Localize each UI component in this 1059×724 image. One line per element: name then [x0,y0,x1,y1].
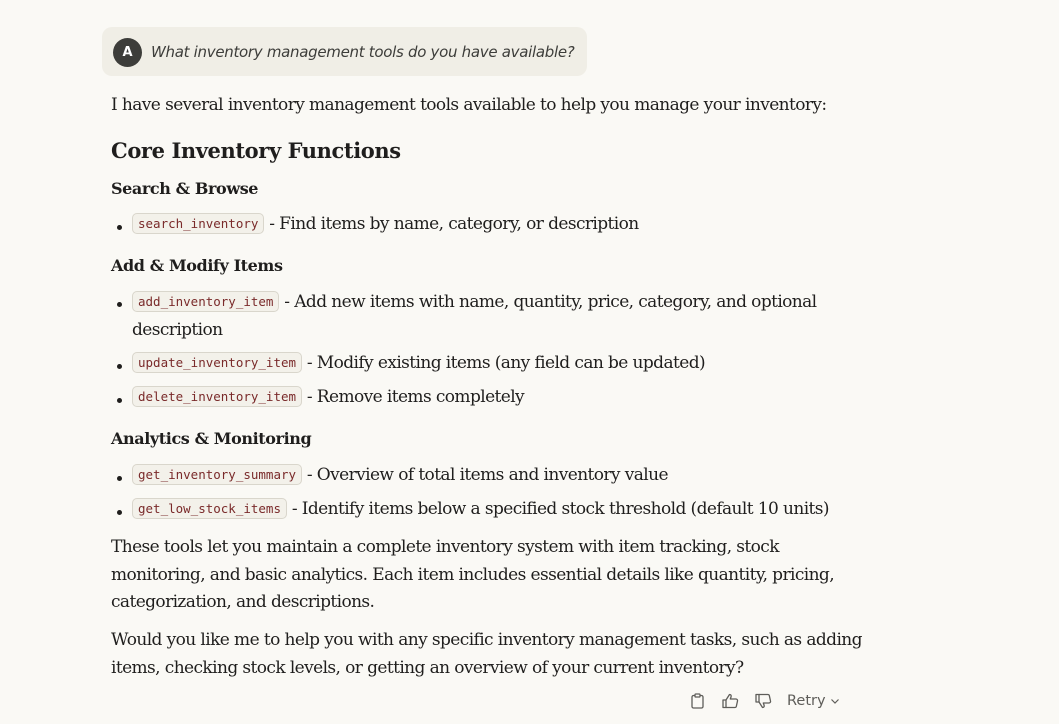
code-get-low-stock-items: get_low_stock_items [132,498,287,519]
thumbs-down-button[interactable] [752,690,774,712]
item-description: - Find items by name, category, or description [269,214,639,234]
code-update-inventory-item: update_inventory_item [132,352,302,373]
item-description: - Modify existing items (any field can be updated) [306,353,706,373]
code-add-inventory-item: add_inventory_item [132,291,279,312]
bullet [117,476,122,481]
bullet [117,225,122,230]
thumbs-up-icon [722,693,739,709]
user-message-text: What inventory management tools do you have available? [151,43,575,61]
section-title-analytics: Analytics & Monitoring [111,429,312,448]
thumbs-up-button[interactable] [719,690,741,712]
intro-text: I have several inventory management tools available to help you manage your inventory: [111,95,827,115]
code-delete-inventory-item: delete_inventory_item [132,386,302,407]
chevron-down-icon [830,697,840,705]
summary-line: monitoring, and basic analytics. Each item includes essential details like quantity, pricing, [111,564,835,585]
question-line: items, checking stock levels, or getting an overview of your current inventory? [111,657,744,678]
thumbs-down-icon [755,693,772,709]
question-paragraph [111,627,862,682]
summary-line: categorization, and descriptions. [111,592,375,612]
item-description: - Add new items with name, quantity, price, category, and optional [284,292,817,312]
item-description: - Remove items completely [306,387,525,407]
summary-line: These tools let you maintain a complete inventory system with item tracking, stock [111,537,779,557]
item-description: - Overview of total items and inventory value [306,465,668,485]
avatar: A [113,38,142,67]
retry-button[interactable] [787,693,840,709]
item-description: - Identify items below a specified stock threshold (default 10 units) [291,499,829,519]
retry-label: Retry [787,693,826,709]
section-title-add-modify: Add & Modify Items [111,256,283,275]
copy-button[interactable] [686,690,708,712]
bullet [117,398,122,403]
response-heading: Core Inventory Functions [111,138,401,163]
question-line: Would you like me to help you with any specific inventory management tasks, such as adding [111,630,862,650]
bullet [117,510,122,515]
clipboard-icon [690,693,705,709]
section-title-search: Search & Browse [111,179,259,198]
bullet [117,302,122,307]
message-actions [686,689,840,713]
code-get-inventory-summary: get_inventory_summary [132,464,302,485]
code-search-inventory: search_inventory [132,213,264,234]
bullet [117,364,122,369]
user-message [102,27,587,76]
summary-paragraph [111,534,835,617]
item-description-continued: description [132,320,223,340]
